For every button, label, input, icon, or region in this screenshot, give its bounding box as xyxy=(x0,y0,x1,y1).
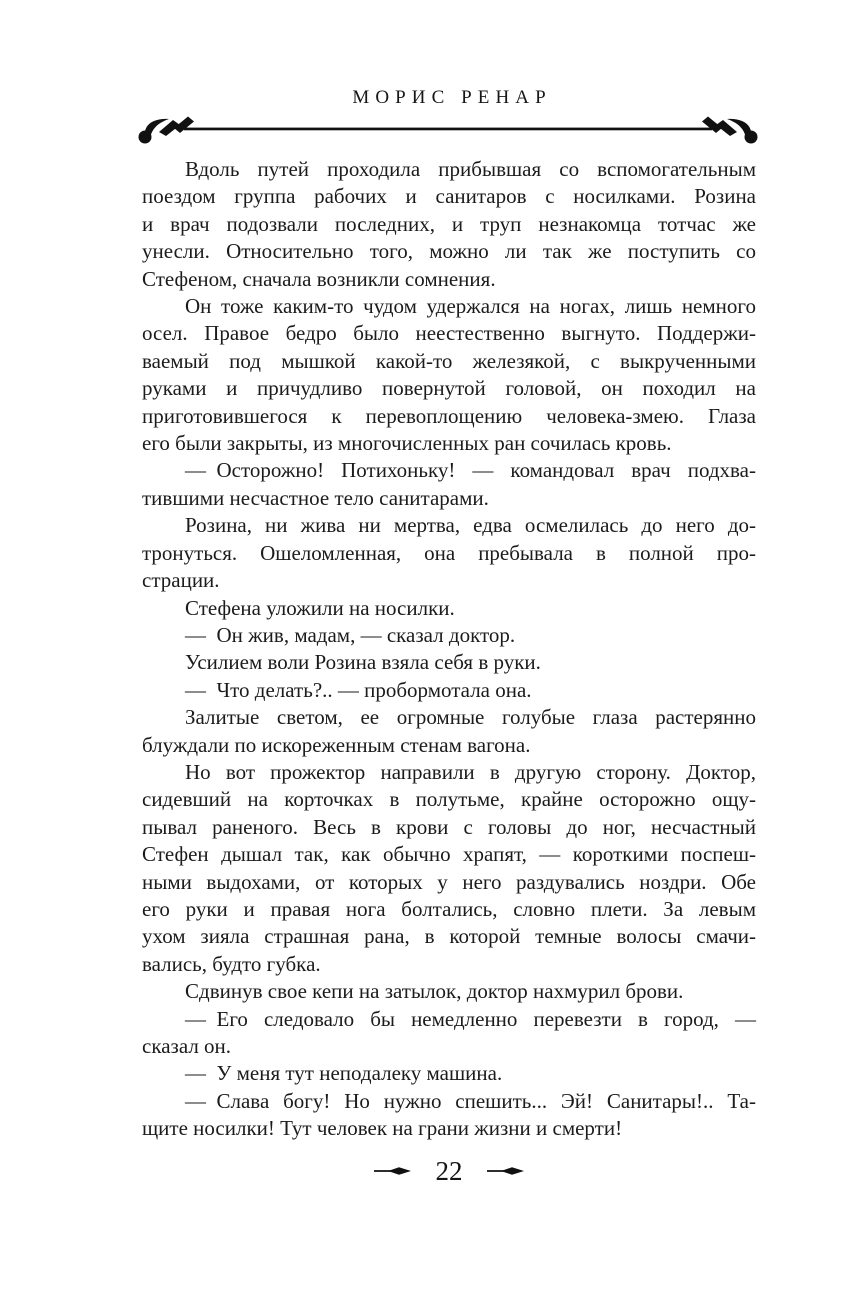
paragraph xyxy=(142,293,756,457)
text-line: Розина, ни жива ни мертва, едва осмелилась до него до- xyxy=(185,513,756,538)
text-line: Стефен дышал так, как обычно храпят, — короткими поспеш- xyxy=(142,842,756,867)
paragraph xyxy=(142,759,756,978)
text-line: пывал раненого. Весь в крови с головы до ног, несчастный xyxy=(142,814,756,839)
footer-ornament-right-icon xyxy=(487,1165,525,1177)
text-line: блуждали по искореженным стенам вагона. xyxy=(142,732,531,757)
text-line: — Слава богу! Но нужно спешить... Эй! Санитары!.. Та- xyxy=(185,1088,756,1113)
paragraph xyxy=(142,704,756,759)
text-line: — Его следовало бы немедленно перевезти в город, — xyxy=(185,1006,756,1031)
paragraph xyxy=(142,978,756,1005)
paragraph xyxy=(142,649,756,676)
text-line: осел. Правое бедро было неестественно выгнуто. Поддержи- xyxy=(142,321,756,346)
text-line: Сдвинув свое кепи на затылок, доктор нахмурил брови. xyxy=(185,979,684,1004)
text-line: тившими несчастное тело санитарами. xyxy=(142,485,489,510)
paragraph xyxy=(142,512,756,594)
text-line: — Осторожно! Потихоньку! — командовал врач подхва- xyxy=(185,458,756,483)
text-line: Он тоже каким-то чудом удержался на ногах, лишь немного xyxy=(185,294,756,319)
paragraph xyxy=(142,1006,756,1061)
text-line: его были закрыты, из многочисленных ран сочилась кровь. xyxy=(142,431,672,456)
text-line: сидевший на корточках в полутьме, крайне осторожно ощу- xyxy=(142,787,756,812)
running-header: МОРИС РЕНАР xyxy=(352,87,552,108)
paragraph xyxy=(142,156,756,293)
text-line: Усилием воли Розина взяла себя в руки. xyxy=(185,650,541,675)
text-line: Но вот прожектор направили в другую сторону. Доктор, xyxy=(185,759,756,784)
text-line: — Что делать?.. — пробормотала она. xyxy=(185,677,532,702)
text-line: поездом группа рабочих и санитаров с носилками. Розина xyxy=(142,184,756,209)
paragraph xyxy=(142,457,756,512)
swash-rule-icon xyxy=(134,106,762,154)
page-footer xyxy=(142,1156,756,1185)
text-line: Вдоль путей проходила прибывшая со вспомогательным xyxy=(185,157,756,181)
header-rule-ornament xyxy=(134,106,762,154)
text-line: руками и причудливо повернутой головой, он походил на xyxy=(142,376,756,401)
text-line: ваемый под мышкой какой-то железякой, с выкрученными xyxy=(142,348,756,373)
text-line: его руки и правая нога болтались, словно плети. За левым xyxy=(142,896,756,921)
footer-ornament-left-icon xyxy=(374,1165,412,1177)
paragraph xyxy=(142,1088,756,1143)
text-line: ными выдохами, от которых у него раздувались ноздри. Обе xyxy=(142,869,756,894)
text-line: и врач подозвали последних, и труп незнакомца тотчас же xyxy=(142,211,756,236)
text-line: Стефеном, сначала возникли сомнения. xyxy=(142,266,496,291)
text-line: унесли. Относительно того, можно ли так же поступить со xyxy=(142,239,756,264)
text-line: Залитые светом, ее огромные голубые глаза растерянно xyxy=(185,705,756,730)
text-line: ухом зияла страшная рана, в которой темные волосы смачи- xyxy=(142,924,756,949)
text-line: Стефена уложили на носилки. xyxy=(185,595,455,620)
paragraph xyxy=(142,622,756,649)
page-number: 22 xyxy=(435,1156,463,1186)
text-line: сказал он. xyxy=(142,1034,232,1058)
text-line: тронуться. Ошеломленная, она пребывала в полной про- xyxy=(142,540,756,565)
text-line: щите носилки! Тут человек на грани жизни и смерти! xyxy=(142,1116,623,1141)
paragraph xyxy=(142,677,756,704)
text-line: приготовившегося к перевоплощению человека-змею. Глаза xyxy=(142,403,756,428)
text-line: — У меня тут неподалеку машина. xyxy=(185,1061,503,1086)
text-line: вались, будто губка. xyxy=(142,951,321,976)
text-line: — Он жив, мадам, — сказал доктор. xyxy=(185,622,516,647)
paragraph xyxy=(142,595,756,622)
text-line: страции. xyxy=(142,568,220,593)
body-text xyxy=(142,156,756,1143)
paragraph xyxy=(142,1060,756,1087)
